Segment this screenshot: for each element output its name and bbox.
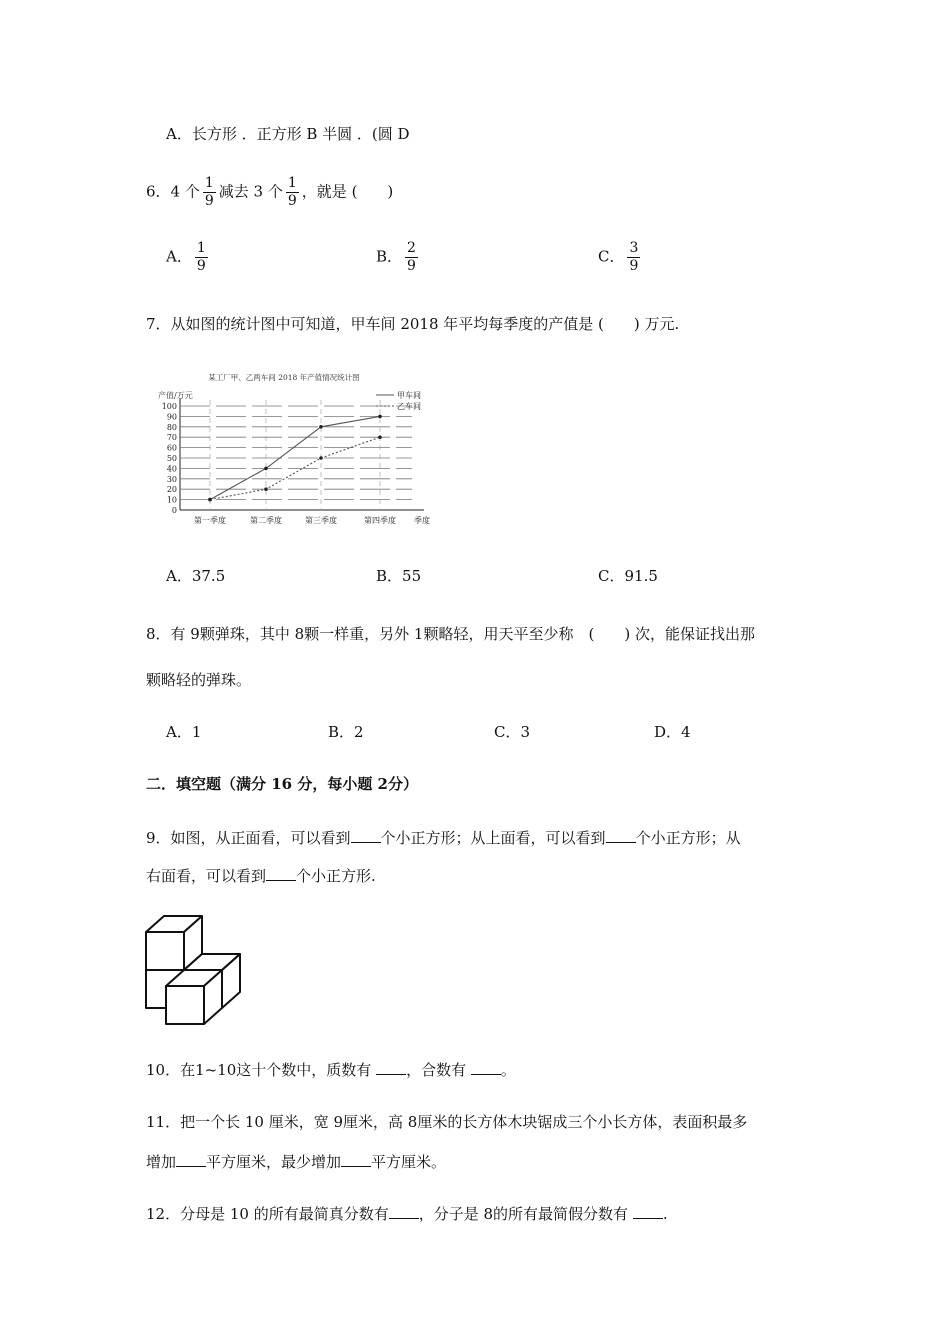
q6-option-b: B． $\frac{2}{9}$ — [376, 240, 416, 274]
q6-suffix: ，就是 ( ) — [301, 182, 394, 201]
q6-fraction-2: $\frac{1}{9}$ — [287, 175, 297, 209]
x-tick-label: 第四季度 — [364, 516, 396, 525]
data-point — [208, 498, 212, 502]
q9-blank-2[interactable] — [606, 828, 636, 843]
legend-label: 乙车间 — [397, 402, 421, 411]
chart-grid — [162, 398, 430, 525]
y-tick-label: 70 — [166, 433, 177, 443]
section-title: 二．填空题（满分 16 分，每小题 2分） — [146, 775, 418, 793]
q10-blank-1[interactable] — [376, 1060, 406, 1075]
q12-blank-1[interactable] — [389, 1204, 419, 1219]
y-tick-label: 100 — [161, 402, 177, 411]
x-tick-label: 第一季度 — [194, 516, 226, 525]
q10-question: 10．在1~10这十个数中，质数有 ，合数有 。 — [146, 1061, 516, 1079]
y-tick-label: 90 — [166, 412, 177, 422]
x-tick-label: 第三季度 — [305, 516, 337, 525]
q11-blank-2[interactable] — [341, 1152, 371, 1167]
chart-title: 某工厂甲、乙两车间 2018 年产值情况统计图 — [208, 373, 360, 382]
x-tick-label: 第二季度 — [250, 516, 282, 525]
data-point — [264, 467, 268, 471]
q7-option-c: C．91.5 — [598, 567, 658, 585]
q8-option-d: D．4 — [654, 723, 691, 741]
q12-blank-2[interactable] — [633, 1204, 663, 1219]
x-axis-label: 季度 — [414, 516, 430, 525]
chart-ylabel: 产值/万元 — [158, 391, 193, 400]
q12-question: 12．分母是 10 的所有最简真分数有 ，分子是 8的所有最简假分数有 . — [146, 1205, 668, 1223]
q11-line2: 增加 平方厘米，最少增加 平方厘米。 — [146, 1153, 447, 1171]
q8-option-c: C．3 — [494, 723, 531, 741]
q7-question: 7．从如图的统计图中可知道，甲车间 2018 年平均每季度的产值是 ( ) 万元. — [146, 315, 680, 333]
cube-figure — [140, 912, 250, 1030]
q7-option-b: B．55 — [376, 567, 422, 585]
q9-blank-1[interactable] — [351, 828, 381, 843]
q8-option-b: B．2 — [328, 723, 364, 741]
y-tick-label: 0 — [171, 506, 177, 515]
q6-fraction-1: $\frac{1}{9}$ — [204, 175, 214, 209]
y-tick-label: 40 — [166, 464, 177, 474]
q8-question-line1: 8．有 9颗弹珠，其中 8颗一样重，另外 1颗略轻，用天平至少称 ( ) 次，能保证找出那 — [146, 625, 755, 643]
q9-blank-3[interactable] — [266, 866, 296, 881]
q6-prefix: 6．4 个 — [146, 182, 200, 201]
data-point — [378, 435, 382, 439]
q6-option-c: C． $\frac{3}{9}$ — [598, 240, 639, 274]
y-tick-label: 60 — [166, 443, 177, 453]
legend-label: 甲车间 — [397, 391, 421, 400]
data-point — [378, 415, 382, 419]
y-tick-label: 20 — [166, 485, 177, 495]
q8-option-a: A．1 — [166, 723, 202, 741]
y-tick-label: 30 — [166, 474, 177, 484]
y-tick-label: 50 — [166, 454, 177, 463]
q9-line2: 右面看，可以看到 个小正方形. — [146, 867, 376, 885]
q11-line1: 11．把一个长 10 厘米，宽 9厘米，高 8厘米的长方体木块锯成三个小长方体，表面积最多 — [146, 1113, 748, 1131]
q9-line1: 9．如图，从正面看，可以看到 个小正方形；从上面看，可以看到 个小正方形；从 — [146, 829, 741, 847]
q7-line-chart — [140, 368, 440, 530]
data-point — [264, 487, 268, 491]
data-point — [319, 425, 323, 429]
q11-blank-1[interactable] — [176, 1152, 206, 1167]
q5-options: A．长方形 ．正方形 B 半圆 ．(圆 D — [166, 125, 410, 143]
data-point — [319, 456, 323, 460]
chart-legend — [376, 390, 421, 411]
y-tick-label: 80 — [166, 422, 177, 432]
q8-question-line2: 颗略轻的弹珠。 — [146, 671, 252, 689]
q10-blank-2[interactable] — [471, 1060, 501, 1075]
q6-middle: 减去 3 个 — [218, 182, 283, 201]
q7-option-a: A．37.5 — [166, 567, 226, 585]
q6-question — [146, 175, 393, 210]
q6-option-a: A． $\frac{1}{9}$ — [166, 240, 206, 274]
y-tick-label: 10 — [166, 495, 177, 505]
